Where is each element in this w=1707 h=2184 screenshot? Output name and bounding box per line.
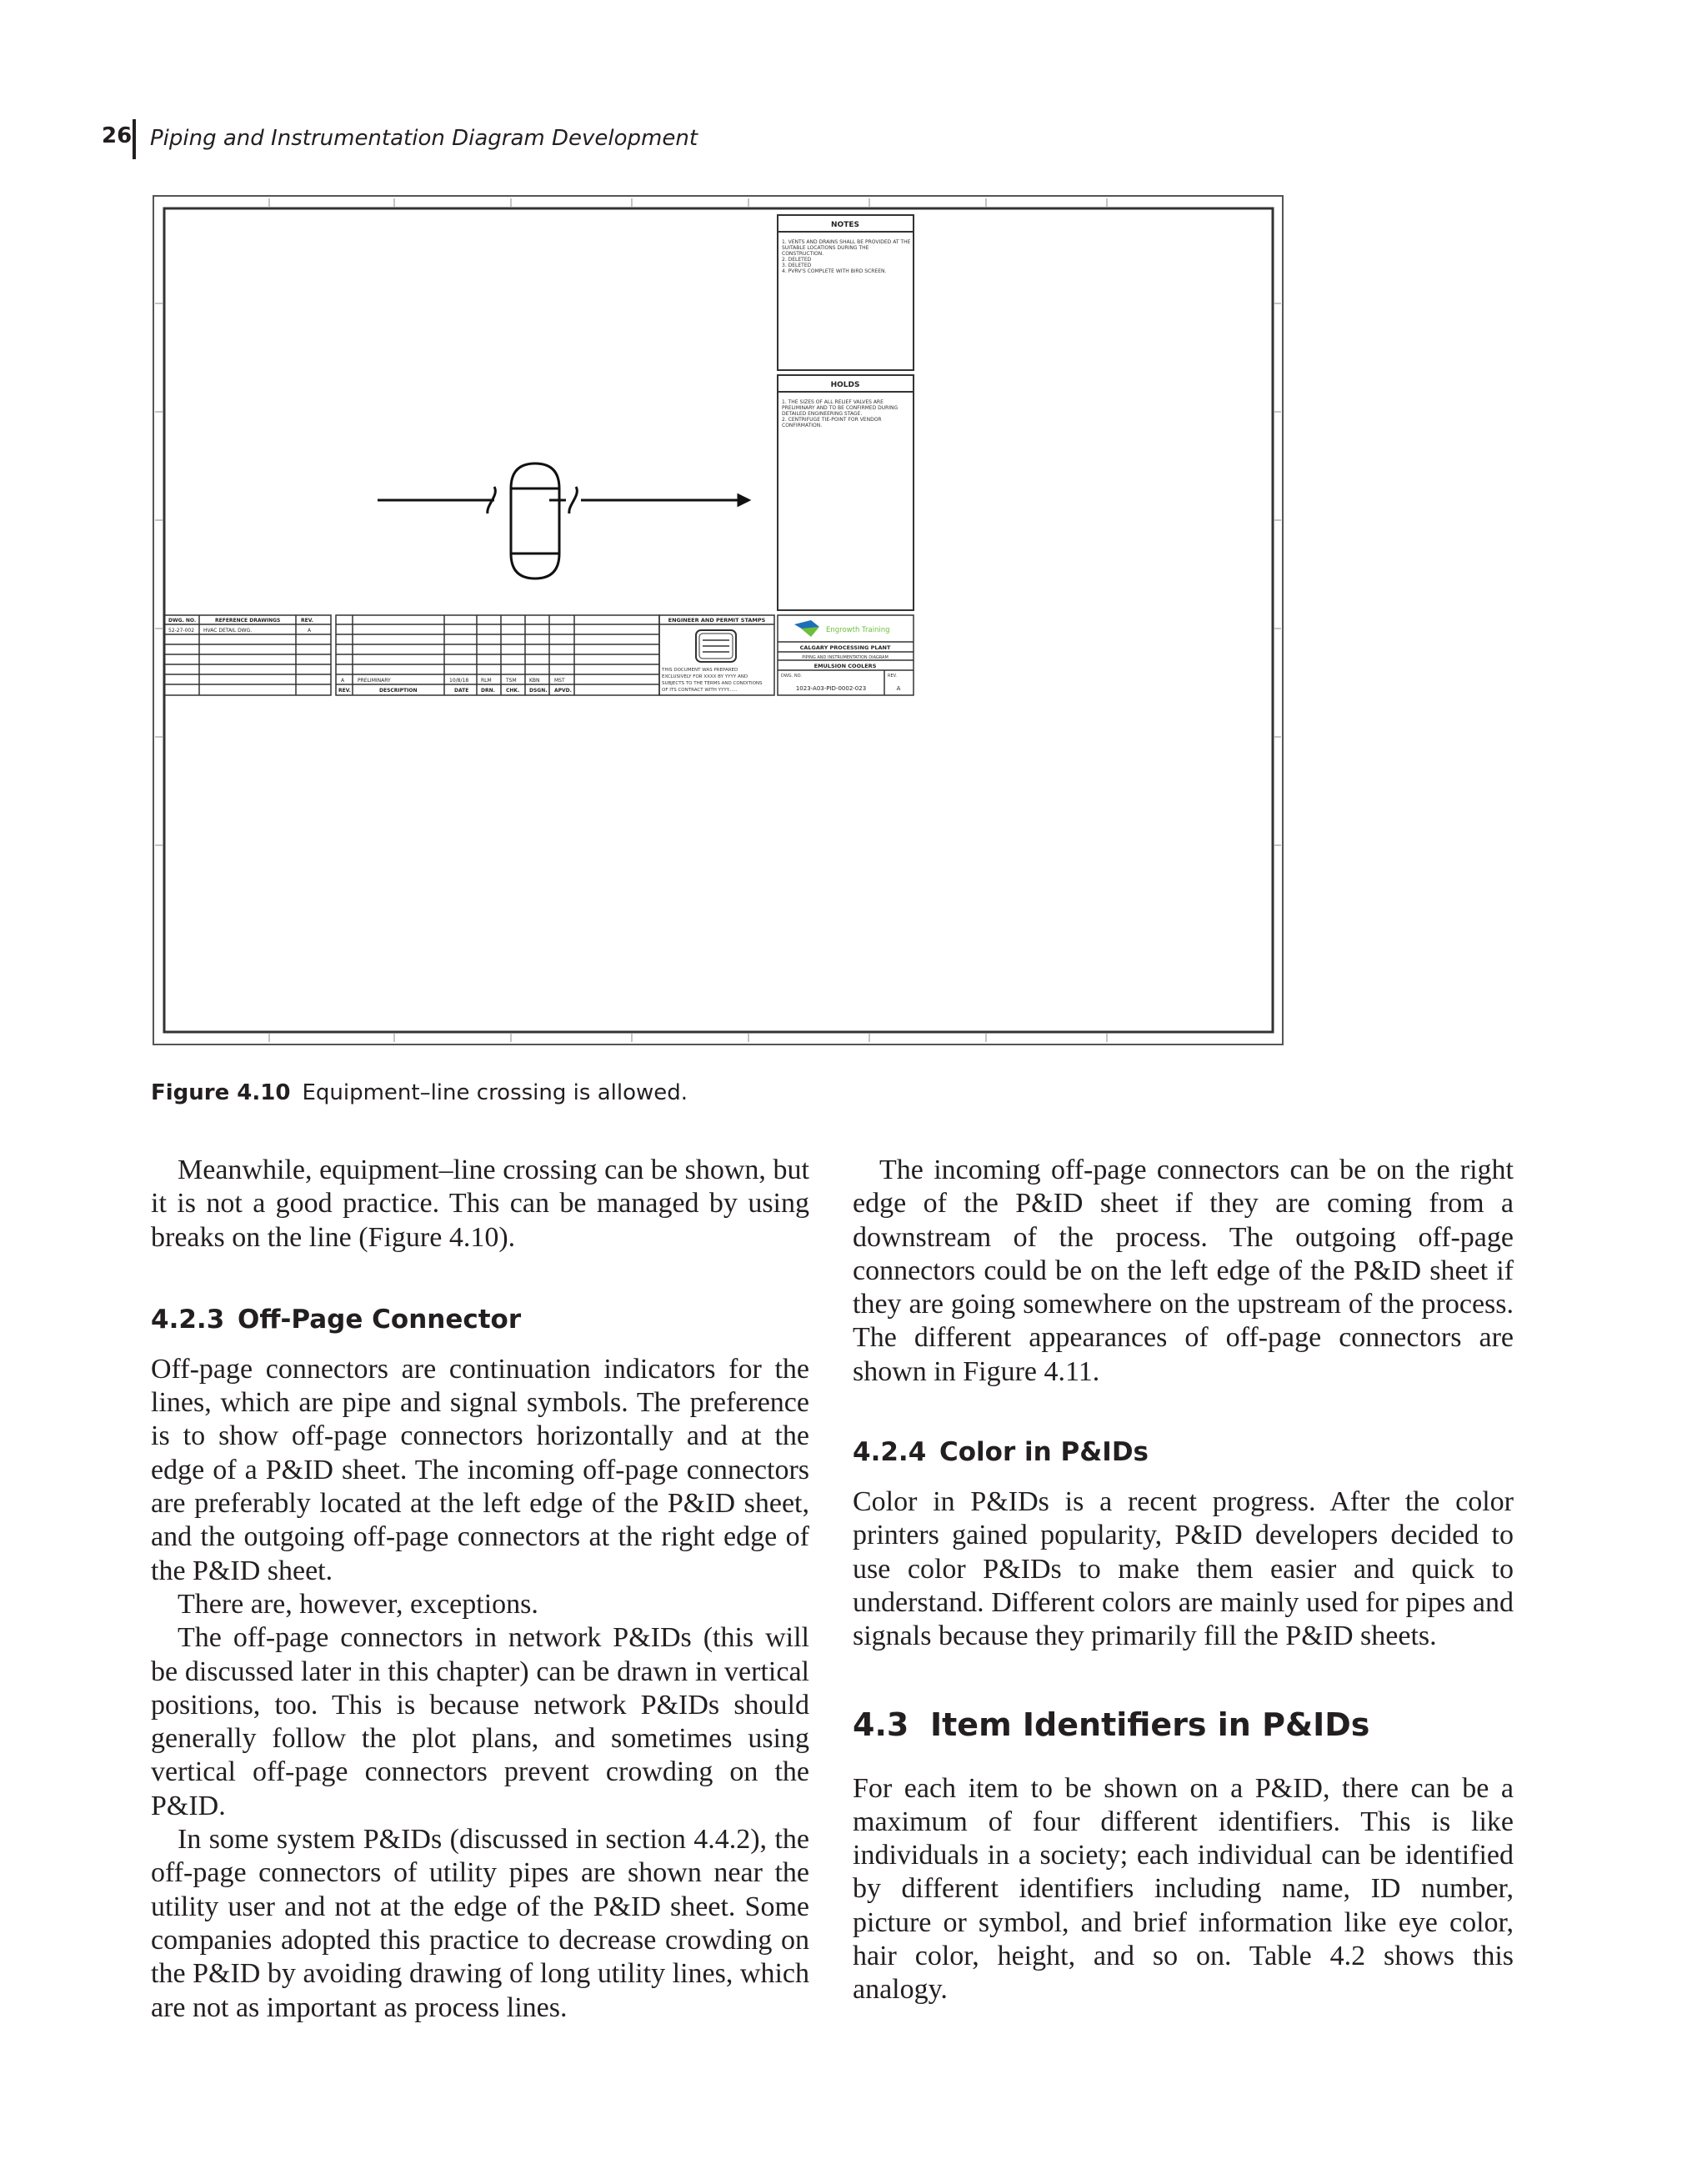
svg-text:SUBJECTS TO THE TERMS AND COND: SUBJECTS TO THE TERMS AND CONDITIONS (662, 681, 763, 686)
svg-text:2. CENTRIFUGE TIE-POINT FOR VE: 2. CENTRIFUGE TIE-POINT FOR VENDOR (782, 417, 882, 423)
rev-col-chk: CHK. (506, 688, 520, 694)
rev-col-rev: REV. (338, 688, 351, 694)
paragraph: In some system P&IDs (discussed in section 4.4.2), the off-page connectors of utility pipes are shown near the utility user and not at the edge of the P&ID sheet. Some companies adopted this practice to decrease crowding on the P&ID by avoiding drawing of long utility lines, which are not as important as process lines. (151, 1824, 809, 2023)
svg-text:3. DELETED: 3. DELETED (782, 263, 812, 268)
svg-text:1. VENTS AND DRAINS SHALL BE P: 1. VENTS AND DRAINS SHALL BE PROVIDED AT THE (782, 239, 911, 245)
page-number: 26 (102, 123, 133, 148)
ref-cell-rev: A (308, 628, 312, 634)
ref-col-rev: REV. (301, 618, 313, 624)
paragraph: For each item to be shown on a P&ID, there can be a maximum of four different identifiers. This is like individuals in a society; each individual can be identified by different identifiers including name, ID number, picture or symbol, and brief information like eye color, hair color, height, and so on. Table 4.2 shows this analogy. (853, 1772, 1514, 2006)
figure-caption-text: Equipment–line crossing is allowed. (302, 1080, 688, 1105)
paragraph: Color in P&IDs is a recent progress. After the color printers gained popularity, P&ID developers decided to use color P&IDs to make them easier and quick to understand. Different colors are mainly used for pipes and signals because they primarily fill the P&ID sheets. (853, 1486, 1514, 1652)
paragraph: There are, however, exceptions. (178, 1588, 538, 1620)
figure-caption (151, 1080, 688, 1105)
holds-title: HOLDS (830, 381, 860, 389)
svg-text:DETAILED ENGINEERING STAGE.: DETAILED ENGINEERING STAGE. (782, 411, 863, 417)
svg-text:SUITABLE LOCATIONS DURING THE: SUITABLE LOCATIONS DURING THE (782, 245, 869, 251)
paragraph: Off-page connectors are continuation indicators for the lines, which are pipe and signal symbols. The preference is to show off-page connectors horizontally and at the edge of a P&ID sheet. The incoming off-page connectors are preferably located at the left edge of the P&ID sheet, and the outgoing off-page connectors at the right edge of the P&ID sheet. (151, 1353, 809, 1586)
rev-cell-chk: TSM (506, 678, 517, 684)
dwg-no-value: 1023-A03-PID-0002-023 (795, 685, 867, 692)
rev-value: A (896, 685, 901, 692)
rev-col-drn: DRN. (481, 688, 495, 694)
rev-cell-dsgn: KBN (529, 678, 540, 684)
left-column (151, 1154, 809, 2025)
stamps-title: ENGINEER AND PERMIT STAMPS (668, 617, 766, 624)
drawing-type: PIPING AND INSTRUMENTATION DIAGRAM (802, 655, 889, 660)
svg-text:2. DELETED: 2. DELETED (782, 257, 812, 263)
rev-col-dsgn: DSGN. (529, 688, 548, 694)
rev-label: REV. (888, 674, 897, 679)
rev-col-apvd: APVD. (554, 688, 572, 694)
plant-name: CALGARY PROCESSING PLANT (799, 644, 891, 651)
rev-cell-apvd: MST (554, 678, 565, 684)
paragraph: The off-page connectors in network P&IDs (this will be discussed later in this chapter) can be drawn in vertical positions, too. This is because network P&IDs should generally follow the plot plans, and sometimes using vertical off-page connectors prevent crowding on the P&ID. (151, 1622, 809, 1821)
paragraph: The incoming off-page connectors can be on the right edge of the P&ID sheet if they are coming from a downstream of the process. The outgoing off-page connectors could be on the left edge of the P&ID sheet if they are going somewhere on the upstream of the process. The different appearances of off-page connectors are shown in Figure 4.11. (853, 1155, 1514, 1387)
subsection-heading-4-2-3: 4.2.3 Off-Page Connector (151, 1304, 522, 1335)
svg-text:THIS DOCUMENT WAS PREPARED: THIS DOCUMENT WAS PREPARED (662, 668, 738, 673)
rev-cell-date: 10/8/18 (449, 678, 469, 684)
subsection-heading-4-2-4: 4.2.4 Color in P&IDs (853, 1437, 1149, 1468)
ref-cell-dwgno: 52-27-002 (168, 628, 195, 634)
svg-text:PRELIMINARY AND TO BE CONFIRME: PRELIMINARY AND TO BE CONFIRMED DURING (782, 405, 899, 411)
svg-text:EXCLUSIVELY FOR XXXX BY YYYY A: EXCLUSIVELY FOR XXXX BY YYYY AND (662, 674, 748, 679)
right-column (853, 1154, 1514, 2007)
paragraph: Meanwhile, equipment–line crossing can be shown, but it is not a good practice. This can be managed by using breaks on the line (Figure 4.10). (151, 1155, 809, 1253)
rev-cell-rev: A (341, 678, 345, 684)
dwg-no-label: DWG. NO. (781, 674, 802, 679)
running-title: Piping and Instrumentation Diagram Development (150, 126, 698, 151)
ref-col-dwgno: DWG. NO. (168, 618, 197, 624)
pid-sheet-figure (153, 195, 1284, 1045)
section-heading-4-3: 4.3 Item Identifiers in P&IDs (853, 1706, 1370, 1743)
figure-label: Figure 4.10 (151, 1080, 291, 1105)
svg-text:CONSTRUCTION.: CONSTRUCTION. (782, 251, 824, 257)
rev-cell-description: PRELIMINARY (358, 678, 391, 684)
company-name: Engrowth Training (826, 626, 890, 634)
ref-col-drawings: REFERENCE DRAWINGS (215, 618, 281, 624)
svg-text:CONFIRMATION.: CONFIRMATION. (782, 423, 823, 428)
svg-text:OF ITS CONTRACT WITH YYYY.....: OF ITS CONTRACT WITH YYYY...... (662, 688, 738, 693)
rev-col-date: DATE (454, 688, 469, 694)
rev-cell-drn: RLM (481, 678, 492, 684)
ref-cell-drawing: HVAC DETAIL DWG. (203, 628, 253, 634)
svg-text:1. THE SIZES OF ALL RELIEF VAL: 1. THE SIZES OF ALL RELIEF VALVES ARE (782, 399, 884, 405)
drawing-title: EMULSION COOLERS (813, 663, 877, 669)
svg-text:4. PVRV'S COMPLETE WITH BIRD S: 4. PVRV'S COMPLETE WITH BIRD SCREEN. (782, 268, 887, 274)
rev-col-description: DESCRIPTION (379, 688, 418, 694)
notes-title: NOTES (831, 221, 859, 229)
header-divider (133, 119, 136, 159)
